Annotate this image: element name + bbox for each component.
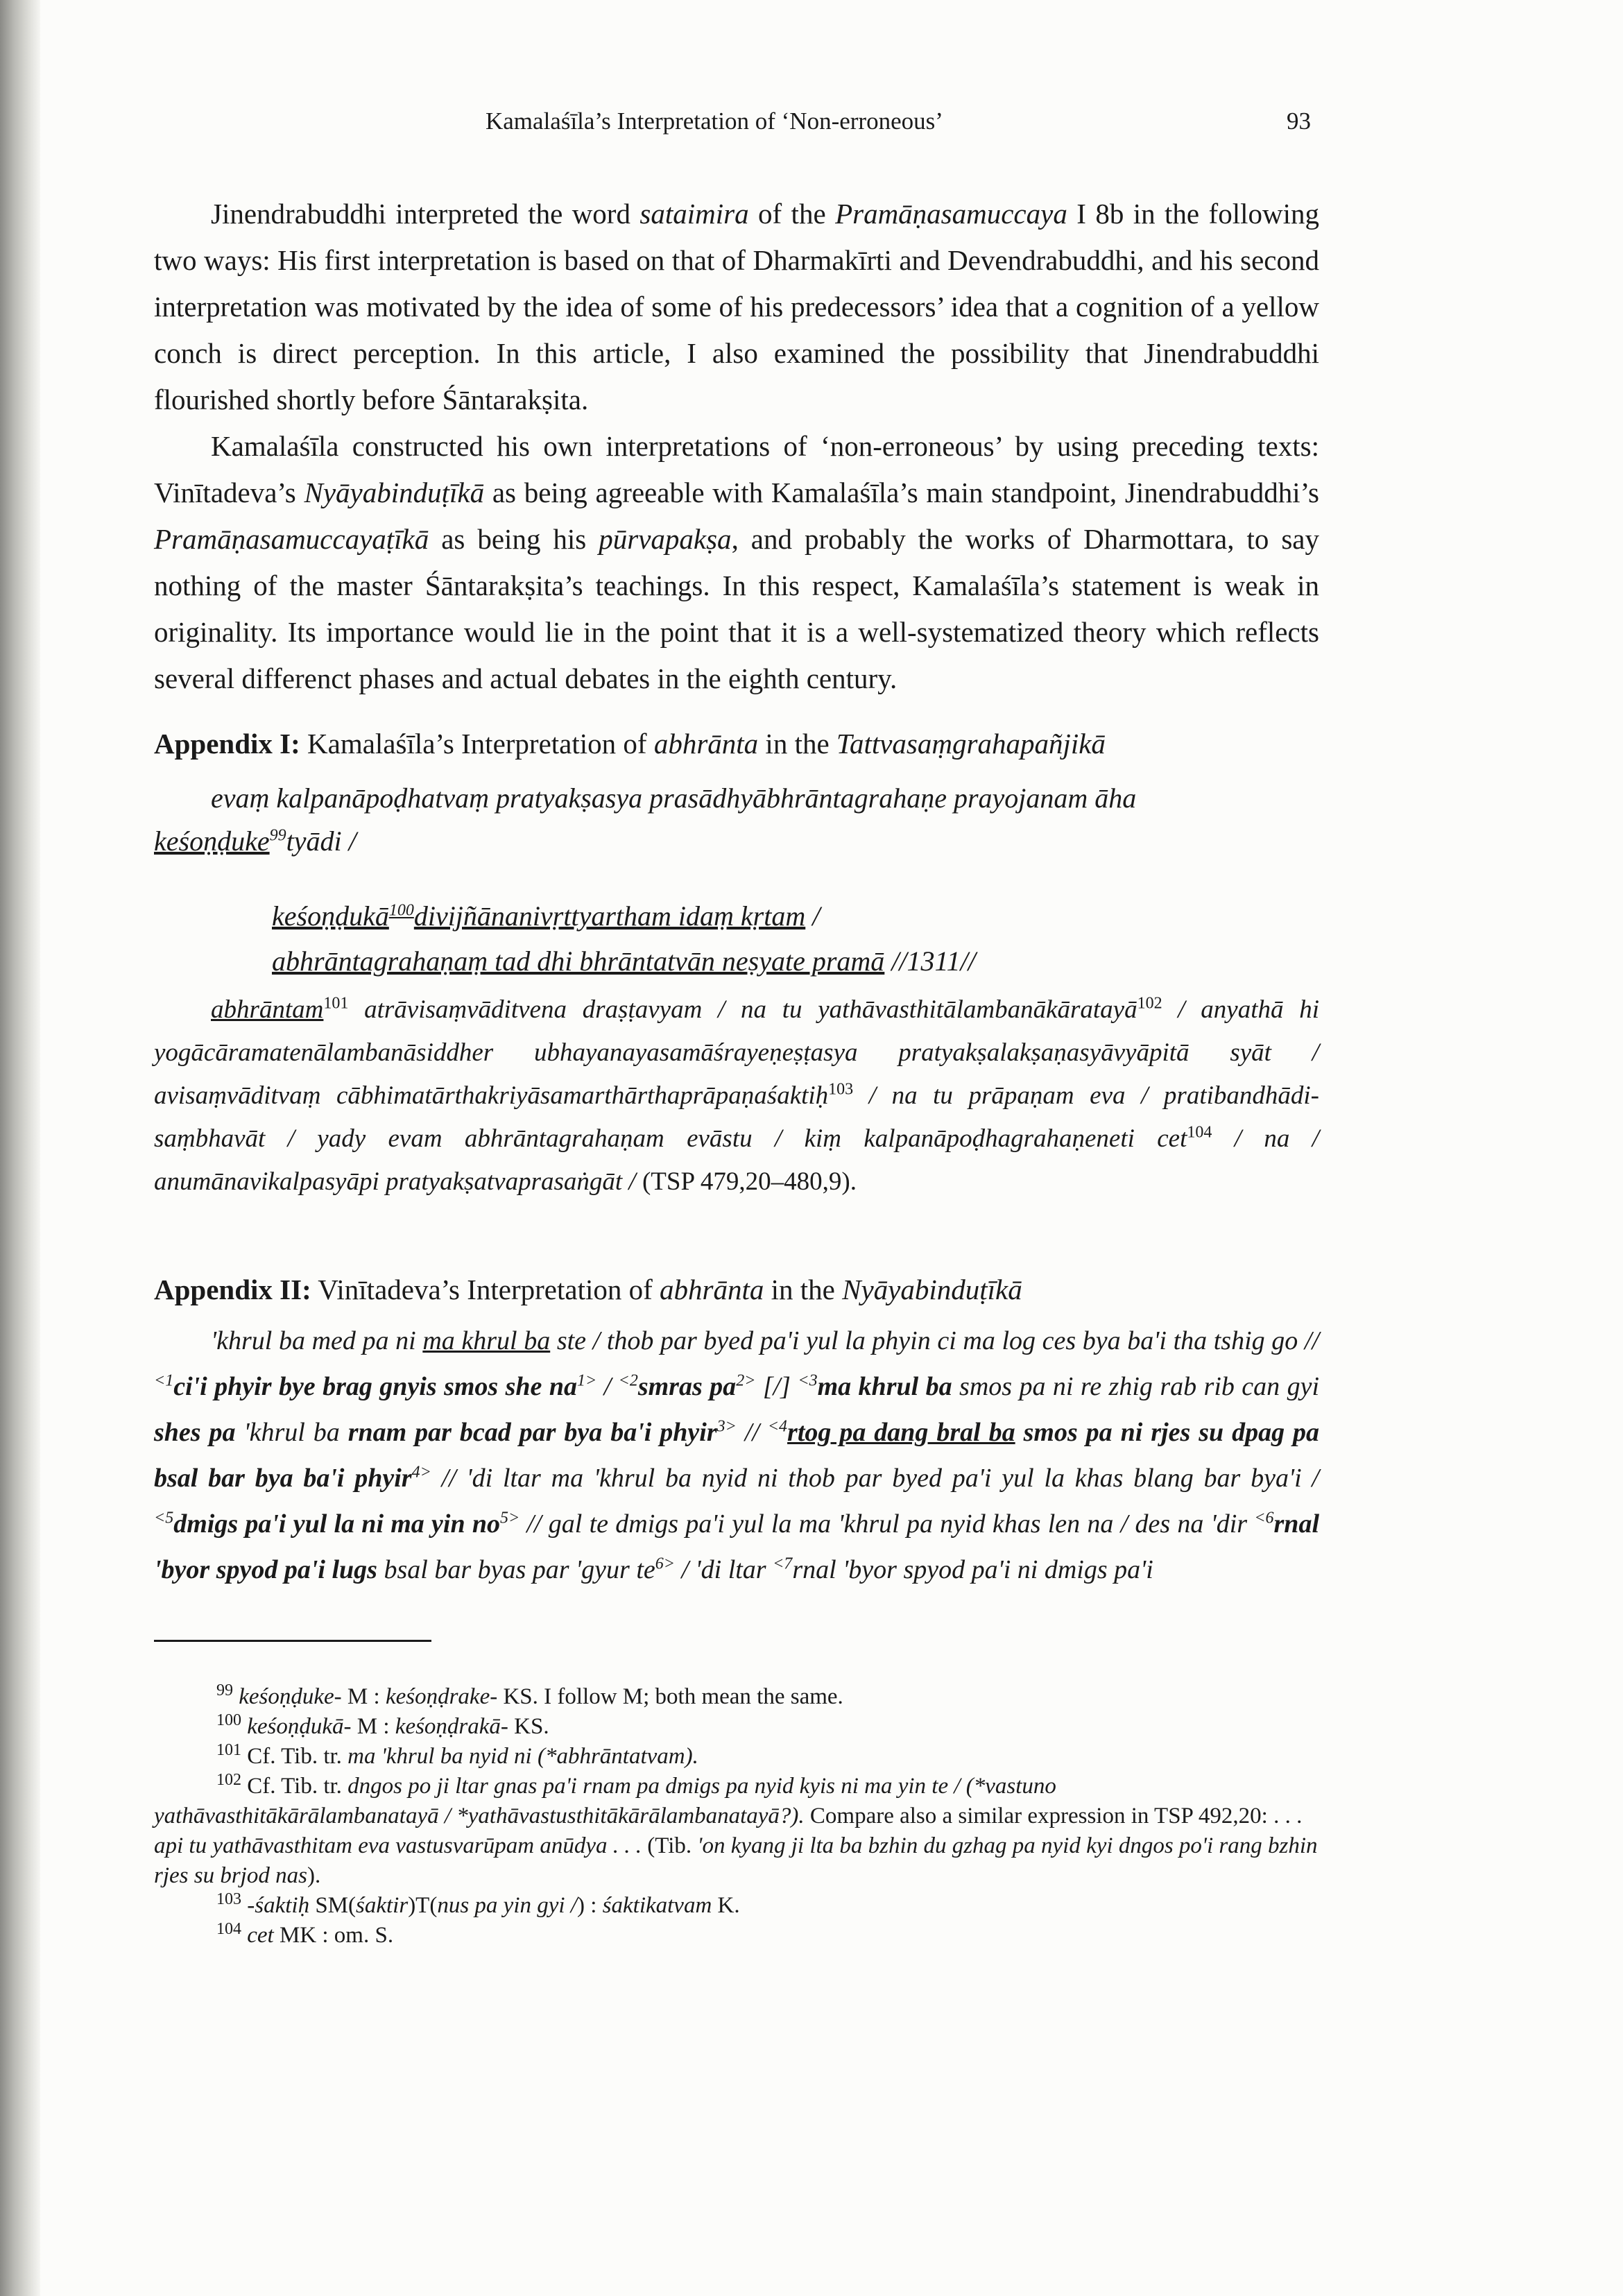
- marker-7-open: <7: [773, 1554, 793, 1573]
- marker-6-close: 6>: [655, 1554, 675, 1573]
- marker-2-open: <2: [618, 1371, 638, 1390]
- verse-2-end: //1311//: [884, 945, 976, 977]
- fn-102-b: Cf. Tib. tr.: [247, 1774, 348, 1799]
- verse-1-u: keśoṇḍukā: [272, 900, 389, 932]
- fn-101-num: 101: [216, 1741, 241, 1759]
- fn-103-d: )T(: [408, 1893, 438, 1918]
- tib-b2: smras pa: [637, 1372, 737, 1401]
- appendix-1-commentary: [154, 988, 1319, 1203]
- footnote-100: [154, 1712, 1319, 1742]
- tib-t12: rnal 'byor spyod pa'i ni dmigs pa'i: [792, 1555, 1153, 1584]
- intro-text: evaṃ kalpanāpoḍhatvaṃ pratyakṣasya prasādhyābhrāntagrahaṇe prayojanam āha: [211, 782, 1137, 814]
- fn-101-c: ma 'khrul ba nyid ni (*abhrāntatvam).: [347, 1744, 698, 1769]
- fn-99-num: 99: [216, 1681, 233, 1699]
- marker-4-open: <4: [767, 1417, 788, 1436]
- comm-underlined: abhrāntam: [211, 995, 324, 1024]
- marker-3-close: 3>: [716, 1417, 737, 1436]
- tib-b6: smos pa ni rjes su dpag pa bsal bar bya ba'i phyir: [154, 1418, 1320, 1493]
- fn-99-d: KS. I follow M; both mean the same.: [497, 1684, 843, 1709]
- tib-t7: //: [736, 1418, 768, 1447]
- verse-1-u2: divijñānanivṛttyartham idaṃ kṛtam: [413, 900, 806, 932]
- comm-a: atrāvisaṃvāditvena draṣṭavyam / na tu yathāvasthitālambanākāratayā: [348, 995, 1137, 1024]
- verse-1-end: /: [805, 900, 821, 932]
- appendix-2-title: Vinītadeva’s Interpretation of abhrānta in the Nyāyabinduṭīkā: [318, 1274, 1022, 1305]
- marker-1-open: <1: [154, 1371, 174, 1390]
- fn-102-c: dngos po ji ltar gnas pa'i rnam pa dmigs pa nyid kyis ni ma yin te / (*vastuno yathāvasthitākārālambanatayā / *yathāvastusthitākārālambanatayā?).: [154, 1774, 1056, 1828]
- tib-b3: ma khrul ba: [817, 1372, 952, 1401]
- tib-b1: ci'i phyir bye brag gnyis smos she na: [173, 1372, 577, 1401]
- fn-101-b: Cf. Tib. tr.: [247, 1744, 348, 1769]
- appendix-1-label: Appendix I:: [154, 728, 300, 760]
- footnote-ref-100: 100: [388, 901, 414, 920]
- fn-99-c: keśoṇḍrake-: [385, 1684, 498, 1709]
- fn-102-f: (Tib.: [642, 1833, 698, 1858]
- marker-5-close: 5>: [499, 1509, 520, 1527]
- footnotes: [154, 1682, 1319, 1951]
- marker-6-open: <6: [1254, 1509, 1274, 1527]
- italic-term: pūrvapakṣa: [599, 523, 732, 555]
- marker-3-open: <3: [798, 1371, 818, 1390]
- italic-term: Tattvasaṃgrahapañjikā: [836, 728, 1106, 760]
- italic-term: Pramāṇasamuccayaṭīkā: [154, 523, 429, 555]
- fn-100-c: keśoṇḍrakā-: [395, 1714, 508, 1739]
- appendix-1-heading: [154, 727, 1319, 760]
- fn-102-d: Compare also a similar expression in TSP 492,20: . . .: [804, 1804, 1303, 1828]
- fn-99-a: keśoṇḍuke-: [239, 1684, 342, 1709]
- footnote-rule: [154, 1640, 431, 1642]
- tib-t6: 'khrul ba: [235, 1418, 348, 1447]
- tib-t3: /: [596, 1372, 619, 1401]
- tib-t8: // 'di ltar ma 'khrul ba nyid ni thob par byed pa'i yul la khas blang bar bya'i /: [431, 1464, 1319, 1493]
- footnote-ref-104: 104: [1187, 1123, 1212, 1142]
- verse-line-2: [272, 940, 976, 983]
- appendix-2-heading: [154, 1273, 1319, 1306]
- marker-1-close: 1>: [577, 1371, 597, 1390]
- footnote-102: [154, 1772, 1319, 1891]
- tib-t11: / 'di ltar: [674, 1555, 773, 1584]
- fn-102-h: ).: [307, 1863, 321, 1888]
- fn-100-a: keśoṇḍukā-: [247, 1714, 352, 1739]
- fn-103-a: -śaktiḥ: [247, 1893, 310, 1918]
- footnote-104: [154, 1921, 1319, 1951]
- footnote-ref-101: 101: [323, 994, 349, 1013]
- intro-underlined: keśoṇḍuke: [154, 825, 270, 857]
- tib-b7: dmigs pa'i yul la ni ma yin no: [173, 1509, 500, 1539]
- fn-103-h: K.: [712, 1893, 740, 1918]
- marker-5-open: <5: [154, 1509, 174, 1527]
- appendix-2-label: Appendix II:: [154, 1274, 311, 1305]
- intro-text-end: tyādi /: [286, 825, 357, 857]
- running-head-title: Kamalaśīla’s Interpretation of ‘Non-erroneous’: [486, 108, 943, 135]
- fn-103-g: śaktikatvam: [602, 1893, 712, 1918]
- tib-t10: bsal bar byas par 'gyur te: [377, 1555, 655, 1584]
- marker-2-close: 2>: [736, 1371, 756, 1390]
- fn-103-e: nus pa yin gyi /: [437, 1893, 577, 1918]
- tib-b6u: rtog pa dang bral ba: [787, 1418, 1015, 1447]
- italic-term: sataimira: [639, 198, 749, 230]
- comm-c: / na tu prāpaṇam eva / pratibandhādi-saṃbhavāt / yady evam abhrāntagrahaṇam evāstu / kiṃ kalpanāpoḍhagrahaṇeneti cet: [154, 1081, 1319, 1153]
- fn-104-num: 104: [216, 1920, 241, 1938]
- comm-ref: (TSP 479,20–480,9).: [635, 1167, 857, 1196]
- tib-t4: [/]: [755, 1372, 798, 1401]
- tib-t9: // gal te dmigs pa'i yul la ma 'khrul pa nyid khas len na / des na 'dir: [519, 1509, 1255, 1539]
- footnote-101: [154, 1742, 1319, 1772]
- fn-103-num: 103: [216, 1890, 241, 1908]
- paragraph-1: Jinendrabuddhi interpreted the word sataimira of the Pramāṇasamuccaya I 8b in the following two ways: His first interpretation is based on that of Dharmakīrti and Devendrabuddhi, and his second interpretation was motivated by the idea of some of his predecessors’ idea that a cognition of a yellow conch is direct perception. In this article, I also examined the possibility that Jinendrabuddhi flourished shortly before Śāntarakṣita.: [154, 198, 1319, 415]
- footnote-ref-99: 99: [269, 826, 286, 845]
- marker-4-close: 4>: [411, 1463, 431, 1482]
- fn-100-num: 100: [216, 1711, 241, 1729]
- italic-term: abhrānta: [653, 728, 759, 760]
- fn-104-a: cet: [247, 1923, 274, 1948]
- paragraph-2: Kamalaśīla constructed his own interpretations of ‘non-erroneous’ by using preceding texts: Vinītadeva’s Nyāyabinduṭīkā as being agreeable with Kamalaśīla’s main standpoint, Jinendrabuddhi’s Pramāṇasamuccayaṭīkā as being his pūrvapakṣa, and probably the works of Dharmottara, to say nothing of the master Śāntarakṣita’s teachings. In this respect, Kamalaśīla’s statement is weak in originality. Its importance would lie in the point that it is a well-systematized theory which reflects several differenct phases and actual debates in the eighth century.: [154, 430, 1319, 694]
- appendix-1-intro: [154, 777, 1319, 863]
- tib-b8: rnal 'byor spyod pa'i lugs: [154, 1509, 1319, 1584]
- fn-103-c: śaktir: [356, 1893, 409, 1918]
- comm-d: / na / anumānavikalpasyāpi pratyakṣatvaprasaṅgāt /: [154, 1124, 1320, 1196]
- tib-b4: shes pa: [154, 1418, 236, 1447]
- fn-103-f: ) :: [576, 1893, 603, 1918]
- italic-term: abhrānta: [660, 1274, 764, 1305]
- footnote-99: [154, 1682, 1319, 1712]
- footnote-103: [154, 1891, 1319, 1921]
- fn-103-b: SM(: [309, 1893, 357, 1918]
- verse-2-u: abhrāntagrahaṇaṃ tad dhi bhrāntatvān neṣyate pramā: [272, 945, 885, 977]
- fn-104-b: MK : om. S.: [273, 1923, 394, 1948]
- footnote-ref-102: 102: [1137, 994, 1162, 1013]
- tib-t5: smos pa ni re zhig rab rib can gyi: [952, 1372, 1320, 1401]
- fn-102-num: 102: [216, 1771, 241, 1789]
- italic-term: Pramāṇasamuccaya: [835, 198, 1067, 230]
- verse-line-1: [272, 895, 820, 938]
- tib-b5: rnam par bcad par bya ba'i phyir: [347, 1418, 717, 1447]
- book-binding-shadow: [0, 0, 40, 2296]
- footnote-ref-103: 103: [828, 1080, 854, 1099]
- italic-term: Nyāyabinduṭīkā: [304, 477, 485, 508]
- fn-100-d: KS.: [508, 1714, 549, 1739]
- tib-t2: ste / thob par byed pa'i yul la phyin ci ma log ces bya ba'i tha tshig go //: [550, 1326, 1319, 1355]
- italic-term: Nyāyabinduṭīkā: [842, 1274, 1022, 1305]
- appendix-2-tibetan-text: [154, 1318, 1319, 1593]
- fn-100-b: M :: [351, 1714, 395, 1739]
- tib-t1u: ma khrul ba: [422, 1326, 551, 1355]
- tib-t1: 'khrul ba med pa ni: [211, 1326, 423, 1355]
- fn-102-e: api tu yathāvasthitam eva vastusvarūpam anūdya . . .: [154, 1833, 642, 1858]
- page-number: 93: [1287, 108, 1311, 135]
- appendix-1-title: Kamalaśīla’s Interpretation of abhrānta in the Tattvasaṃgrahapañjikā: [307, 728, 1106, 760]
- fn-102-g: 'on kyang ji lta ba bzhin du gzhag pa nyid kyi dngos po'i rang bzhin rjes su brjod nas: [154, 1833, 1318, 1888]
- comm-b: / anyathā hi yogācāramatenālambanāsiddher ubhayanayasamāśrayeṇeṣṭasya pratyakṣalakṣaṇasyāvyāpitā syāt / avisaṃvāditvaṃ cābhimatārthakriyāsamarthārthaprāpaṇaśaktiḥ: [154, 995, 1319, 1110]
- fn-99-b: M :: [341, 1684, 386, 1709]
- body-text: [154, 191, 1319, 702]
